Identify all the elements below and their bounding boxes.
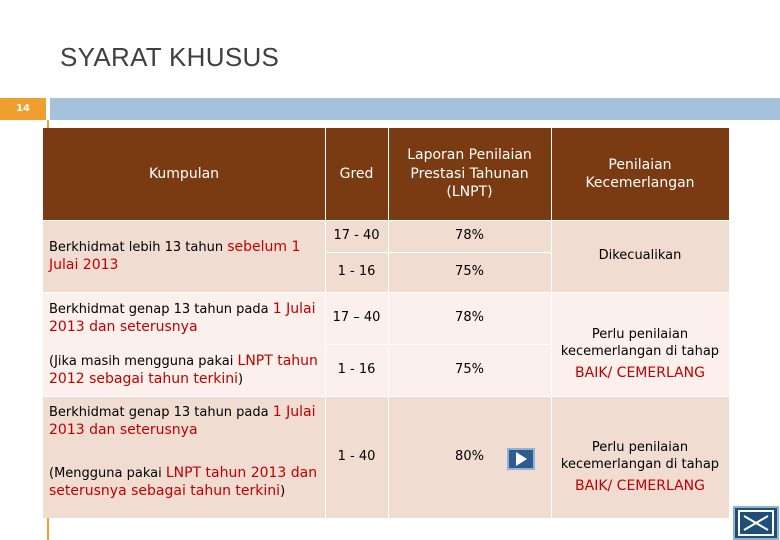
header-lnpt: Laporan Penilaian Prestasi Tahunan (LNPT)	[407, 147, 532, 201]
slide-number: 14	[0, 98, 46, 120]
header-kumpulan-cell	[43, 128, 325, 220]
grid-line	[43, 292, 729, 293]
row2-gred-b: 1 - 16	[337, 362, 376, 378]
grid-line	[43, 220, 729, 221]
row3-kumpulan-a-plain: Berkhidmat genap 13 tahun pada	[49, 404, 273, 420]
row1-lnpt-a-cell	[388, 220, 551, 252]
header-gred: Gred	[339, 165, 374, 182]
row2-gred-a-cell	[325, 292, 388, 344]
row3-kumpulan-a-red: 1 Julai 2013 dan seterusnya	[49, 403, 316, 438]
play-next-button[interactable]	[507, 448, 535, 470]
row3-penilaian-cell	[551, 396, 729, 518]
row1-lnpt-b-cell	[388, 252, 551, 292]
row2-penilaian-red: BAIK/ CEMERLANG	[575, 364, 705, 381]
row1-kumpulan-red: sebelum 1 Julai 2013	[49, 238, 301, 273]
row1-gred-a-cell	[325, 220, 388, 252]
row2-kumpulan-b-red: LNPT tahun 2012 sebagai tahun terkini	[49, 352, 318, 387]
row1-lnpt-a: 78%	[455, 228, 484, 244]
row2-lnpt-a: 78%	[455, 310, 484, 326]
grid-line	[388, 128, 389, 518]
header-lnpt-cell	[388, 128, 551, 220]
navigation-button[interactable]	[733, 506, 779, 540]
row2-kumpulan-a-plain: Berkhidmat genap 13 tahun pada	[49, 301, 273, 317]
row1-penilaian: Dikecualikan	[598, 248, 682, 264]
row3-gred-cell	[325, 396, 388, 518]
row1-kumpulan-text	[49, 238, 319, 275]
row2-lnpt-b: 75%	[455, 362, 484, 378]
grid-line	[43, 396, 729, 397]
header-penilaian-cell	[551, 128, 729, 220]
row2-penilaian-plain: Perlu penilaian kecemerlangan di tahap	[560, 326, 720, 359]
row3-kumpulan-b-plain: (Mengguna pakai	[49, 465, 166, 481]
row2-lnpt-a-cell	[388, 292, 551, 344]
row1-gred-b: 1 - 16	[337, 264, 376, 280]
row2-penilaian-cell	[551, 292, 729, 396]
row2-kumpulan-a	[43, 292, 325, 344]
grid-line	[325, 252, 551, 253]
play-next-icon	[516, 452, 527, 466]
navigation-icon	[738, 510, 774, 536]
grid-line	[325, 344, 551, 345]
row1-gred-a: 17 - 40	[333, 228, 380, 244]
row3-kumpulan-b-text	[49, 464, 319, 501]
grid-line	[325, 128, 326, 518]
row3-penilaian-red: BAIK/ CEMERLANG	[575, 477, 705, 494]
row3-gred: 1 - 40	[337, 449, 376, 465]
row3-kumpulan-b	[43, 446, 325, 518]
header-kumpulan: Kumpulan	[148, 165, 220, 182]
row2-kumpulan-b-plain: (Jika masih mengguna pakai	[49, 353, 238, 369]
row3-kumpulan-b-close: )	[280, 484, 286, 499]
row2-kumpulan-a-text	[49, 300, 319, 337]
row3-kumpulan-a	[43, 396, 325, 446]
grid-line	[551, 128, 552, 518]
header-gred-cell	[325, 128, 388, 220]
slide-title: SYARAT KHUSUS	[60, 42, 280, 72]
row3-kumpulan-a-text	[49, 403, 319, 440]
row1-kumpulan	[43, 220, 325, 292]
row2-lnpt-b-cell	[388, 344, 551, 396]
header-penilaian: Penilaian Kecemerlangan	[585, 156, 695, 191]
row3-lnpt: 80%	[455, 449, 484, 465]
row2-kumpulan-b-text	[49, 352, 319, 389]
row1-lnpt-b: 75%	[455, 264, 484, 280]
row2-gred-b-cell	[325, 344, 388, 396]
row2-kumpulan-b-close: )	[238, 372, 244, 387]
row3-penilaian-plain: Perlu penilaian kecemerlangan di tahap	[560, 439, 720, 472]
row1-gred-b-cell	[325, 252, 388, 292]
row1-kumpulan-plain: Berkhidmat lebih 13 tahun	[49, 239, 228, 255]
row2-gred-a: 17 – 40	[332, 310, 381, 326]
row3-kumpulan-b-red: LNPT tahun 2013 dan seterusnya sebagai tahun terkini	[49, 464, 318, 499]
row2-kumpulan-a-red: 1 Julai 2013 dan seterusnya	[49, 300, 316, 335]
slide-header-bar	[50, 98, 780, 120]
row2-kumpulan-b	[43, 344, 325, 396]
row1-penilaian-cell	[551, 220, 729, 292]
